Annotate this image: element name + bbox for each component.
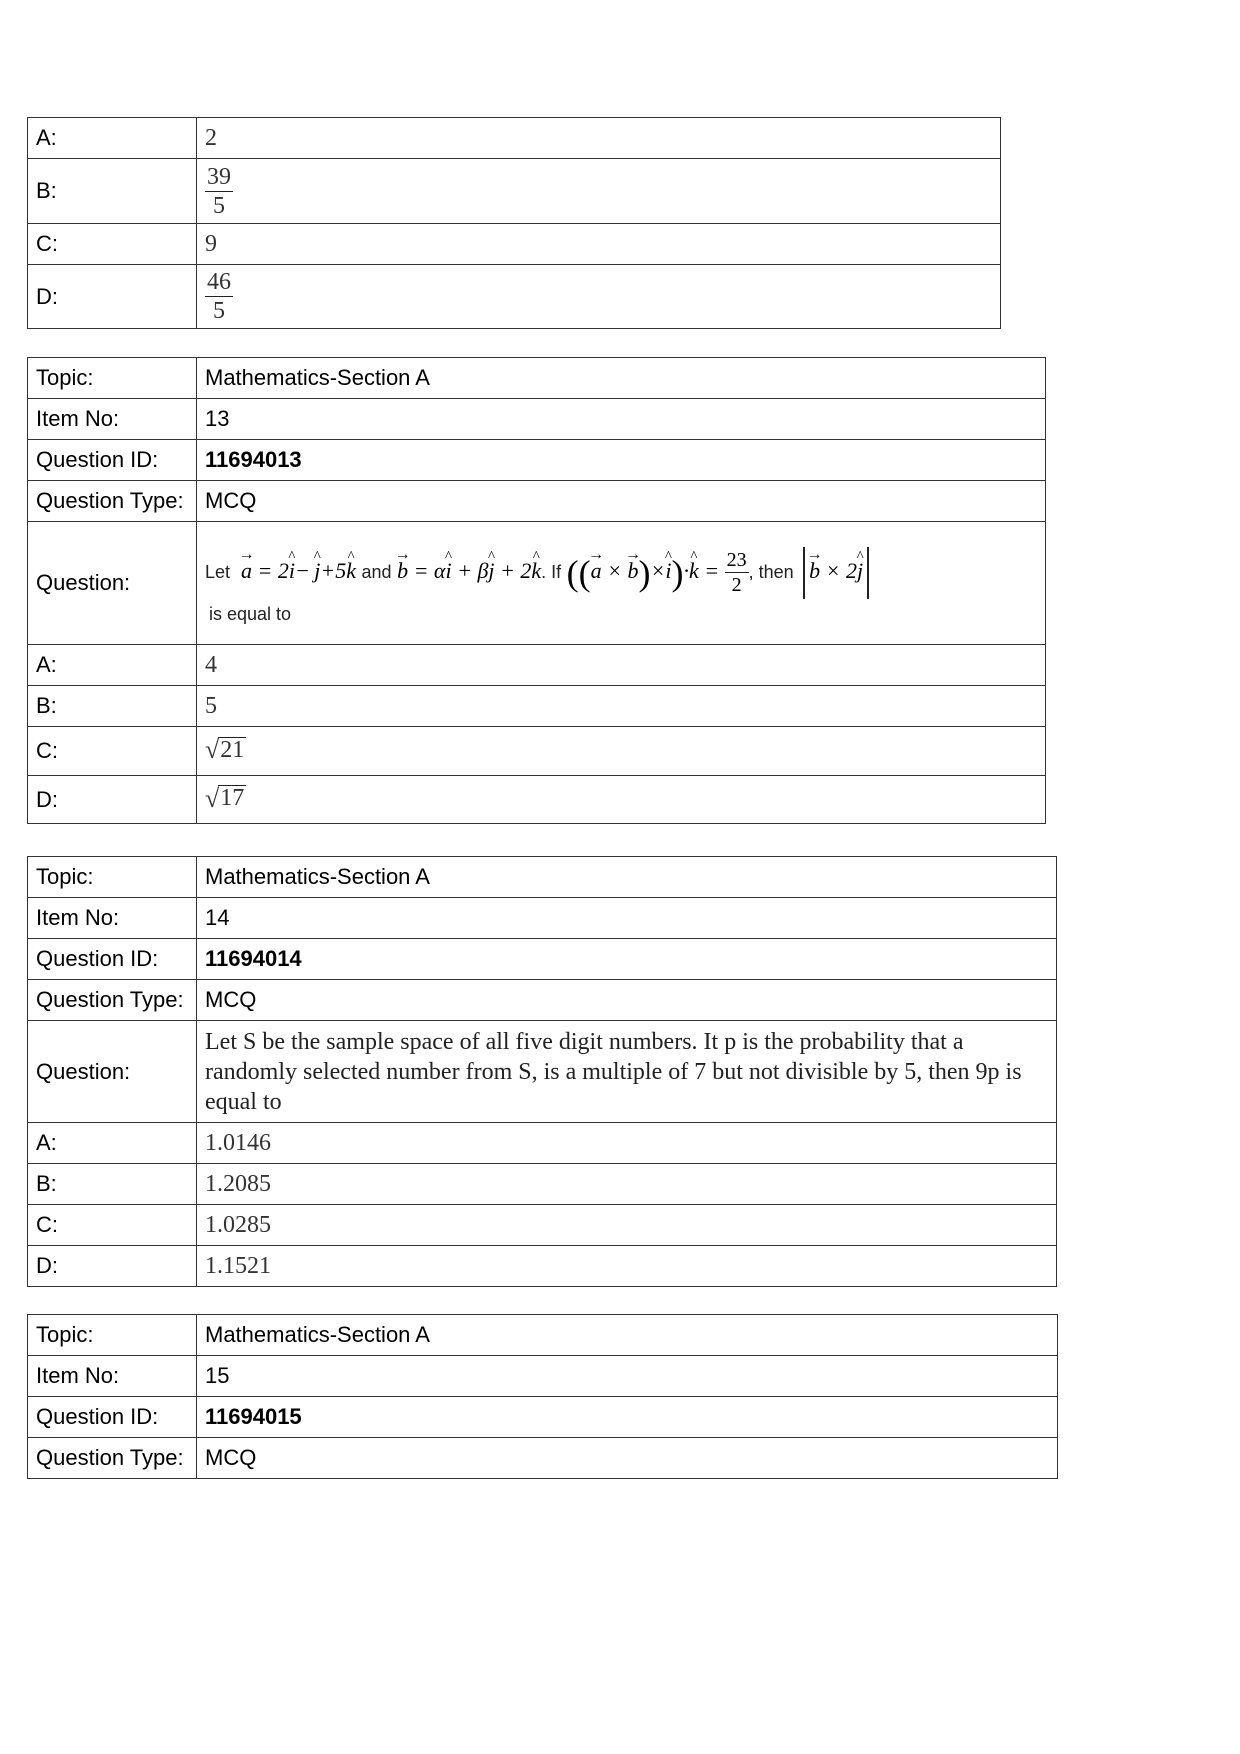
q15-table [27, 1314, 1058, 1479]
option-value [197, 727, 1046, 776]
topic-value: Mathematics-Section A [197, 857, 1057, 898]
question-type-label: Question Type: [28, 980, 197, 1021]
question-label: Question: [28, 522, 197, 645]
square-root: √ 21 [205, 735, 245, 765]
question-row [28, 522, 1046, 645]
option-value: 1.0285 [197, 1205, 1057, 1246]
topic-row [28, 1315, 1058, 1356]
option-label: C: [28, 1205, 197, 1246]
item-value: 13 [197, 399, 1046, 440]
fraction-denominator: 5 [213, 298, 225, 324]
option-value: 1.1521 [197, 1246, 1057, 1287]
option-label: D: [28, 265, 197, 329]
option-label: B: [28, 159, 197, 224]
option-value [197, 159, 1001, 224]
question-id-row [28, 440, 1046, 481]
option-label: C: [28, 224, 197, 265]
fraction-denominator: 5 [213, 192, 225, 219]
option-row-a [28, 645, 1046, 686]
q12-options-table [27, 117, 1001, 329]
option-label: A: [28, 1123, 197, 1164]
option-value: 1.0146 [197, 1123, 1057, 1164]
fraction: $\frac{23}{2}$ [726, 549, 747, 597]
option-label: D: [28, 776, 197, 824]
question-text [197, 522, 1046, 645]
option-label: C: [28, 727, 197, 776]
option-value: 1.2085 [197, 1164, 1057, 1205]
question-id-row [28, 939, 1057, 980]
question-type-label: Question Type: [28, 481, 197, 522]
fraction-numerator: 39 [207, 163, 231, 190]
question-type-row [28, 1438, 1058, 1479]
option-label: D: [28, 1246, 197, 1287]
option-value [197, 776, 1046, 824]
question-row [28, 1021, 1057, 1123]
topic-row [28, 358, 1046, 399]
question-type-label: Question Type: [28, 1438, 197, 1479]
item-value: 14 [197, 898, 1057, 939]
option-row-b [28, 686, 1046, 727]
option-row-b [28, 159, 1001, 224]
option-value: 2 [197, 118, 1001, 159]
q13-table [27, 357, 1046, 824]
option-row-c [28, 224, 1001, 265]
topic-label: Topic: [28, 358, 197, 399]
fraction [205, 270, 233, 323]
option-row-d [28, 776, 1046, 824]
question-type-value: MCQ [197, 980, 1057, 1021]
question-type-value: MCQ [197, 481, 1046, 522]
option-row-c [28, 1205, 1057, 1246]
question-type-row [28, 980, 1057, 1021]
square-root: √ 17 [205, 783, 245, 813]
option-value: 9 [197, 224, 1001, 265]
option-row-d [28, 265, 1001, 329]
question-type-row [28, 481, 1046, 522]
item-label: Item No: [28, 1356, 197, 1397]
option-label: B: [28, 1164, 197, 1205]
option-label: A: [28, 118, 197, 159]
item-row [28, 898, 1057, 939]
option-value [197, 265, 1001, 329]
option-value: 5 [197, 686, 1046, 727]
item-row [28, 1356, 1058, 1397]
question-formula: Let → a = 2^ i− ^ j+5^ k and → b = α^ i + β^ j + 2^ k. If ((→ a × → b)×^ i)·^ k = $\frac{23}{2}$ , then → b × 2^ j [205, 543, 1037, 600]
option-row-b [28, 1164, 1057, 1205]
question-id-value: 11694013 [197, 440, 1046, 481]
question-id-value: 11694014 [197, 939, 1057, 980]
topic-value: Mathematics-Section A [197, 1315, 1058, 1356]
option-row-d [28, 1246, 1057, 1287]
question-label: Question: [28, 1021, 197, 1123]
item-label: Item No: [28, 898, 197, 939]
topic-row [28, 857, 1057, 898]
option-value: 4 [197, 645, 1046, 686]
fraction [205, 165, 233, 218]
option-label: B: [28, 686, 197, 727]
question-type-value: MCQ [197, 1438, 1058, 1479]
question-tail: is equal to [209, 604, 292, 624]
question-id-label: Question ID: [28, 939, 197, 980]
item-label: Item No: [28, 399, 197, 440]
topic-value: Mathematics-Section A [197, 358, 1046, 399]
question-id-value: 11694015 [197, 1397, 1058, 1438]
option-label: A: [28, 645, 197, 686]
question-id-row [28, 1397, 1058, 1438]
option-row-a [28, 118, 1001, 159]
option-row-c [28, 727, 1046, 776]
question-text: Let S be the sample space of all five digit numbers. It p is the probability that a randomly selected number from S, is a multiple of 7 but not divisible by 5, then 9p is equal to [197, 1021, 1057, 1123]
topic-label: Topic: [28, 857, 197, 898]
fraction-numerator: 46 [207, 269, 231, 295]
q14-table [27, 856, 1057, 1287]
question-id-label: Question ID: [28, 1397, 197, 1438]
topic-label: Topic: [28, 1315, 197, 1356]
question-id-label: Question ID: [28, 440, 197, 481]
item-row [28, 399, 1046, 440]
option-row-a [28, 1123, 1057, 1164]
item-value: 15 [197, 1356, 1058, 1397]
